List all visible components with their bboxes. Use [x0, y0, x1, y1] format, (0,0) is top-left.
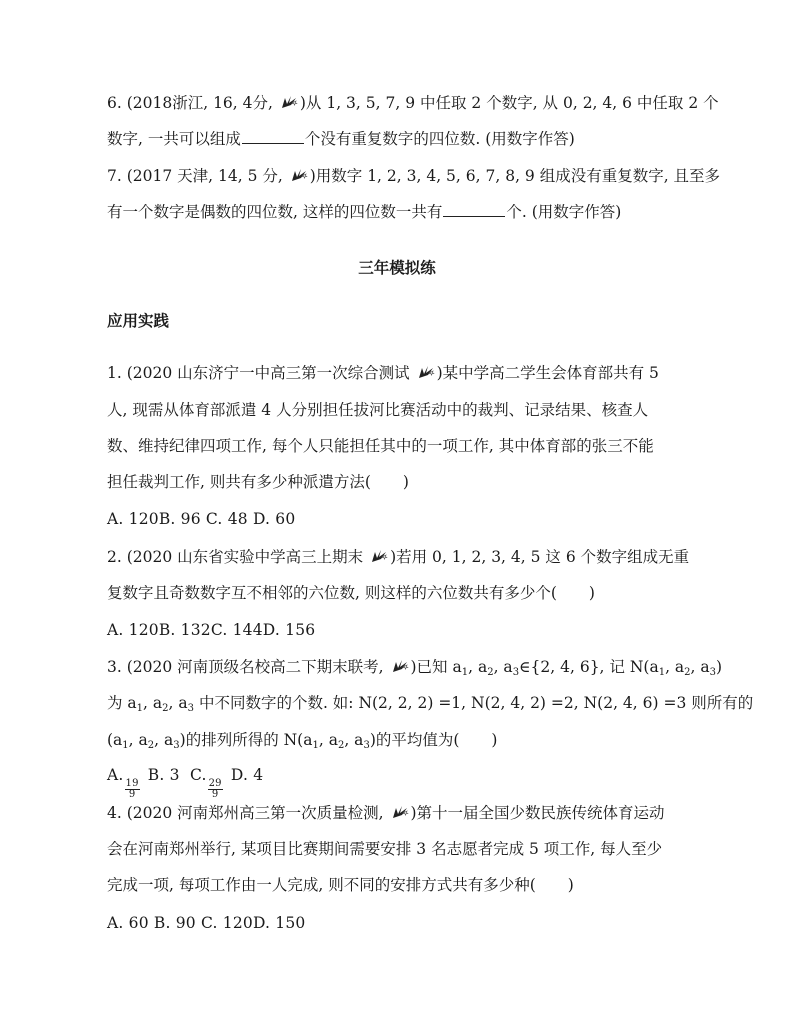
problem-7-text: )用数字 1, 2, 3, 4, 5, 6, 7, 8, 9 组成没有重复数字, 且至多 [309, 167, 721, 185]
q3-text: (a [107, 731, 123, 749]
denominator: 9 [128, 789, 136, 800]
question-4-line-1 [107, 802, 665, 824]
question-4-line-3 [107, 874, 574, 896]
problem-7-line-1 [107, 165, 720, 187]
problem-7-source: 7. (2017 天津, 14, 5 分, [107, 167, 288, 185]
denominator: 9 [211, 789, 219, 800]
numerator: 19 [125, 778, 139, 789]
q3-text: , a [344, 731, 364, 749]
problem-6-line-1 [107, 92, 719, 114]
q3-text: , a [318, 731, 338, 749]
answer-blank[interactable] [242, 129, 304, 144]
question-4-close-paren: ) [567, 876, 574, 894]
subscript: 1 [658, 667, 666, 678]
star-difficulty-icon [390, 659, 410, 673]
question-2-text: )若用 0, 1, 2, 3, 4, 5 这 6 个数字组成无重 [390, 548, 690, 566]
problem-6-source: 6. (2018浙江, 16, 4分, [107, 94, 278, 112]
question-4-text: )第十一届全国少数民族传统体育运动 [410, 804, 665, 822]
question-2-line-1 [107, 546, 689, 568]
problem-7-text-2b: 个. (用数字作答) [506, 203, 622, 221]
q3-text: )已知 a [410, 658, 462, 676]
subscript: 3 [512, 667, 520, 678]
question-1-line-3: 数、维持纪律四项工作, 每个人只能担任其中的一项工作, 其中体育部的张三不能 [107, 437, 654, 455]
problem-6-text-2b: 个没有重复数字的四位数. (用数字作答) [304, 130, 575, 148]
q3-text: , a [468, 658, 488, 676]
q3-text: 中不同数字的个数. 如: N(2, 2, 2) =1, N(2, 4, 2) =2, N(2, 4, 6) =3 则所有的 [194, 694, 754, 712]
option-a-label: A. [107, 766, 124, 784]
subscript: 2 [147, 740, 155, 751]
subscript: 3 [187, 703, 195, 714]
question-3-line-3 [107, 729, 497, 751]
question-1-text: )某中学高二学生会体育部共有 5 [436, 364, 659, 382]
star-difficulty-icon [390, 805, 410, 819]
question-3-options [107, 764, 263, 800]
subscript: 2 [337, 740, 345, 751]
problem-6-text: )从 1, 3, 5, 7, 9 中任取 2 个数字, 从 0, 2, 4, 6 中任取 2 个 [299, 94, 719, 112]
question-2-text-2a: 复数字且奇数数字互不相邻的六位数, 则这样的六位数共有多少个( [107, 584, 557, 602]
star-difficulty-icon [369, 549, 389, 563]
subscript: 2 [487, 667, 494, 678]
option-d: D. 4 [230, 766, 264, 784]
question-4-options: A. 60 B. 90 C. 120D. 150 [107, 914, 306, 932]
subscript: 2 [162, 703, 169, 714]
answer-blank[interactable] [443, 202, 505, 217]
subscript: 3 [709, 667, 717, 678]
q3-text: 为 a [107, 694, 137, 712]
q3-text: , a [128, 731, 148, 749]
q3-text: , a [168, 694, 188, 712]
subsection-title: 应用实践 [107, 311, 170, 330]
question-1-options: A. 120B. 96 C. 48 D. 60 [107, 510, 296, 528]
question-2-source: 2. (2020 山东省实验中学高三上期末 [107, 548, 369, 566]
star-difficulty-icon [416, 365, 436, 379]
question-3-source: 3. (2020 河南顶级名校高二下期末联考, [107, 658, 389, 676]
q3-text: ) [716, 658, 723, 676]
question-1-line-4 [107, 471, 409, 493]
star-difficulty-icon [289, 168, 309, 182]
option-b: B. 3 [147, 766, 180, 784]
question-4-line-2: 会在河南郑州举行, 某项目比赛期间需要安排 3 名志愿者完成 5 项工作, 每人至少 [107, 840, 663, 858]
question-1-source: 1. (2020 山东济宁一中高三第一次综合测试 [107, 364, 415, 382]
question-4-source: 4. (2020 河南郑州高三第一次质量检测, [107, 804, 389, 822]
option-c-fraction [208, 779, 223, 800]
subscript: 1 [461, 667, 469, 678]
q3-text: )的排列所得的 N(a [179, 731, 313, 749]
q3-text: , a [154, 731, 174, 749]
question-1-close-paren: ) [402, 473, 409, 491]
question-1-line-1 [107, 362, 659, 384]
question-2-close-paren: ) [588, 584, 595, 602]
option-a-fraction [125, 779, 140, 800]
numerator: 29 [208, 778, 222, 789]
subscript: 3 [173, 740, 180, 751]
q3-text: , a [665, 658, 685, 676]
q3-text: )的平均值为( [369, 731, 460, 749]
problem-6-text-2a: 数字, 一共可以组成 [107, 130, 241, 148]
q3-text: , a [493, 658, 513, 676]
question-4-text-3a: 完成一项, 每项工作由一人完成, 则不同的安排方式共有多少种( [107, 876, 536, 894]
question-3-line-2 [107, 692, 753, 714]
subscript: 1 [136, 703, 144, 714]
subscript: 2 [684, 667, 691, 678]
q3-text: ∈{2, 4, 6}, 记 N(a [519, 658, 659, 676]
problem-6-line-2 [107, 128, 575, 150]
problem-7-line-2 [107, 201, 621, 223]
question-3-line-1 [107, 656, 722, 678]
star-difficulty-icon [279, 95, 299, 109]
question-2-options: A. 120B. 132C. 144D. 156 [107, 621, 316, 639]
q3-text: ) [491, 731, 498, 749]
q3-text: , a [143, 694, 163, 712]
q3-text: , a [690, 658, 710, 676]
subscript: 3 [363, 740, 370, 751]
question-1-line-2: 人, 现需从体育部派遣 4 人分别担任拔河比赛活动中的裁判、记录结果、核查人 [107, 401, 649, 419]
subscript: 1 [122, 740, 129, 751]
problem-7-text-2a: 有一个数字是偶数的四位数, 这样的四位数一共有 [107, 203, 443, 221]
question-2-line-2 [107, 582, 595, 604]
question-1-text-4a: 担任裁判工作, 则共有多少种派遣方法( [107, 473, 371, 491]
section-title: 三年模拟练 [358, 258, 436, 277]
subscript: 1 [312, 740, 319, 751]
option-c-label: C. [189, 766, 207, 784]
